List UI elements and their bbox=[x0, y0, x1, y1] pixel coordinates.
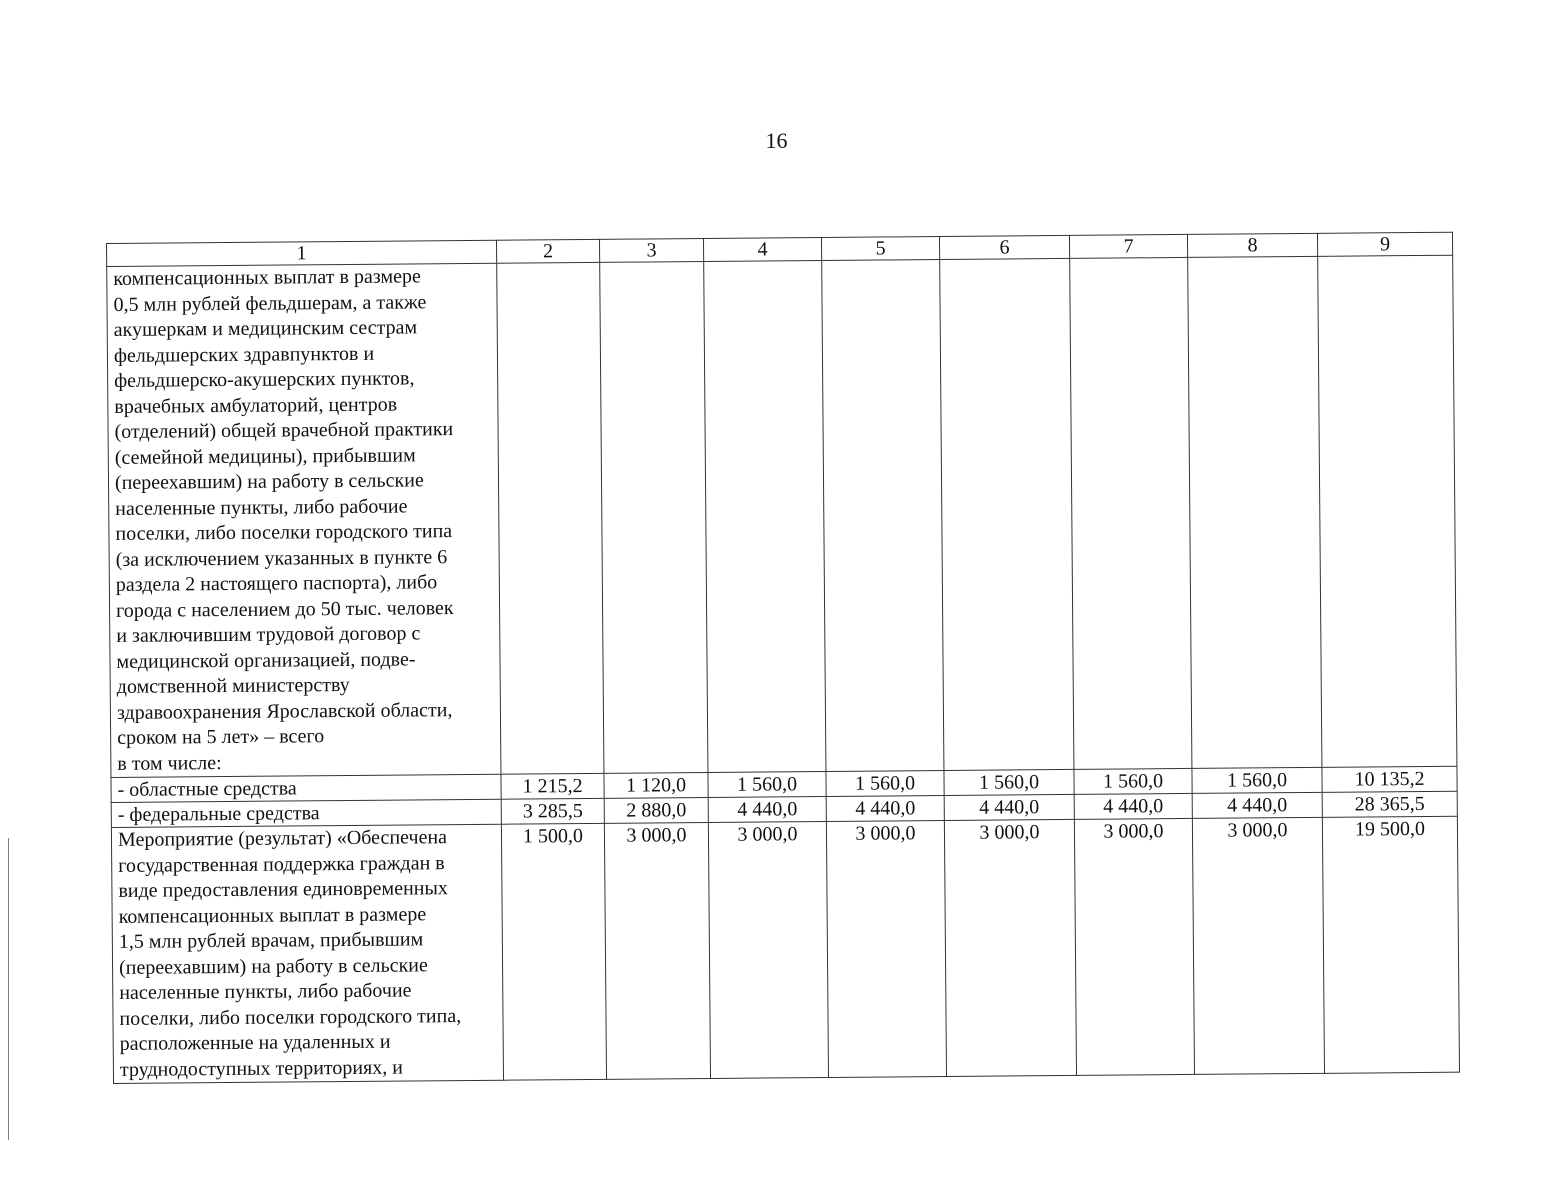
value-cell: 3 000,0 bbox=[826, 820, 946, 1077]
value-cell: 3 000,0 bbox=[604, 822, 710, 1079]
value-cell: 3 000,0 bbox=[1192, 817, 1324, 1074]
value-cell bbox=[1070, 257, 1192, 769]
column-header: 7 bbox=[1069, 234, 1187, 258]
value-cell bbox=[1188, 256, 1322, 768]
value-cell: 1 560,0 bbox=[826, 770, 944, 796]
value-cell: 1 560,0 bbox=[944, 769, 1074, 795]
value-cell: 1 500,0 bbox=[501, 823, 606, 1080]
value-cell: 1 215,2 bbox=[501, 773, 604, 799]
column-header: 5 bbox=[821, 237, 939, 261]
column-header: 2 bbox=[496, 239, 599, 263]
value-cell: 3 000,0 bbox=[944, 819, 1076, 1076]
page-number: 16 bbox=[765, 128, 788, 153]
column-header: 6 bbox=[939, 235, 1069, 259]
value-cell: 3 285,5 bbox=[501, 798, 604, 824]
value-cell: 4 440,0 bbox=[1192, 792, 1322, 818]
value-cell bbox=[704, 261, 826, 773]
row-description: Мероприятие (результат) «Обеспечена государственная поддержка граждан в виде предоставления единовременных компенсационных выплат в размере 1,5 млн рублей врачам, прибывшим (переехавшим) на работу в сельские населенные пункты, либо рабочие поселки, либо поселки городского типа, расположенные на удаленных и труднодоступных территориях, и bbox=[111, 824, 503, 1083]
table-row bbox=[111, 816, 1459, 1083]
value-cell: 3 000,0 bbox=[1074, 818, 1194, 1075]
value-cell: 1 120,0 bbox=[604, 772, 708, 798]
value-cell: 2 880,0 bbox=[604, 797, 708, 823]
value-cell bbox=[822, 260, 944, 772]
row-description: - областные средства bbox=[111, 774, 501, 802]
scan-edge-mark bbox=[8, 838, 9, 1140]
value-cell: 1 560,0 bbox=[1074, 768, 1192, 794]
value-cell: 1 560,0 bbox=[1192, 767, 1322, 793]
column-header: 1 bbox=[107, 240, 497, 266]
column-header: 4 bbox=[703, 238, 821, 262]
value-cell: 10 135,2 bbox=[1322, 766, 1457, 792]
value-cell: 4 440,0 bbox=[944, 794, 1074, 820]
value-cell bbox=[1318, 255, 1457, 767]
row-description: компенсационных выплат в размере 0,5 млн рублей фельдшерам, а также акушеркам и медицинским сестрам фельдшерских здравпунктов и фельдшерско-акушерских пунктов, врачебных амбулаторий, центров (отделений) общей врачебной практики (семейной медицины), прибывшим (переехавшим) на работу в сельские населенные пункты, либо рабочие поселки, либо поселки городского типа (за исключением указанных в пункте 6 раздела 2 настоящего паспорта), либо города с населением до 50 тыс. человек и заключившим трудовой договор с медицинской организацией, подве- домственной министерству здравоохранения Ярославской области, сроком на 5 лет» – всего в том числе: bbox=[107, 263, 501, 777]
table-row bbox=[107, 255, 1457, 777]
value-cell: 4 440,0 bbox=[708, 796, 826, 822]
column-header: 9 bbox=[1317, 232, 1452, 256]
row-description: - федеральные средства bbox=[111, 799, 501, 827]
column-header: 3 bbox=[599, 238, 703, 262]
value-cell: 4 440,0 bbox=[826, 795, 944, 821]
value-cell bbox=[940, 258, 1074, 770]
column-header: 8 bbox=[1187, 233, 1317, 257]
value-cell: 4 440,0 bbox=[1074, 793, 1192, 819]
value-cell bbox=[600, 261, 708, 773]
funding-table bbox=[106, 232, 1460, 1084]
value-cell: 19 500,0 bbox=[1322, 816, 1459, 1073]
value-cell: 3 000,0 bbox=[708, 821, 828, 1078]
value-cell: 28 365,5 bbox=[1322, 791, 1457, 817]
value-cell: 1 560,0 bbox=[708, 771, 826, 797]
value-cell bbox=[497, 262, 604, 774]
funding-table-container bbox=[106, 232, 1459, 1084]
